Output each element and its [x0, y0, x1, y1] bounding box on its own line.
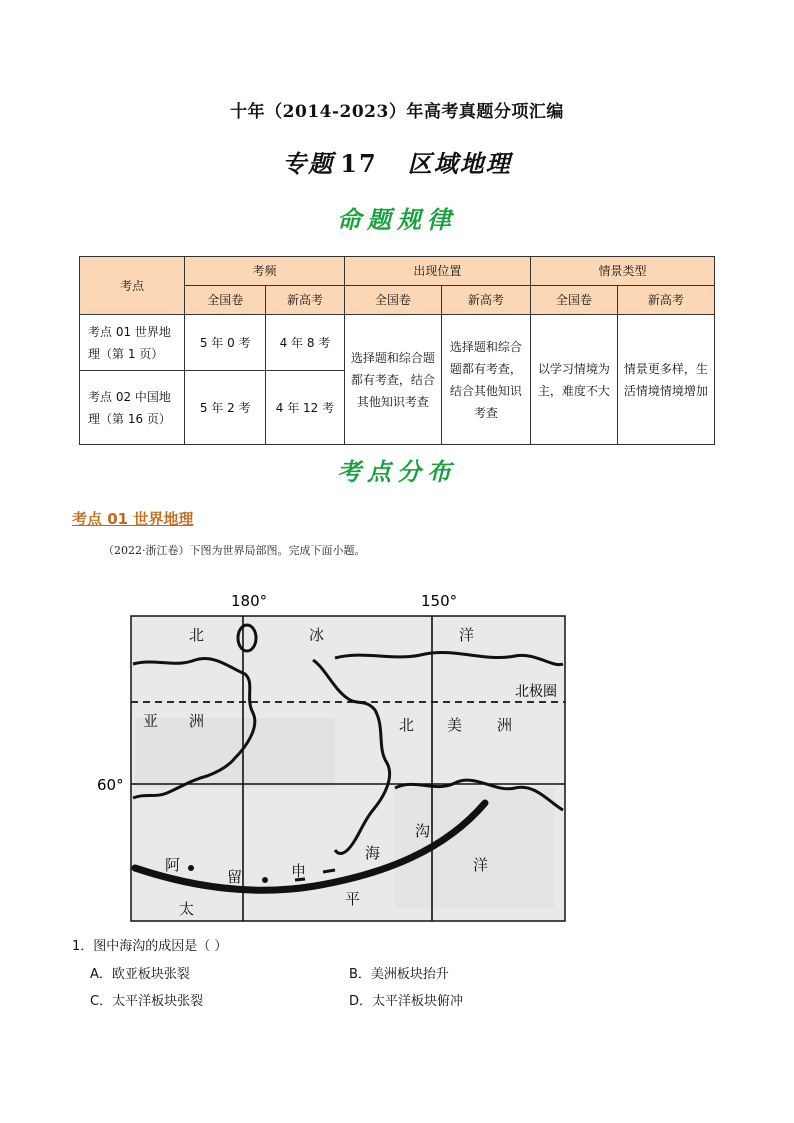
option-c[interactable]: C．太平洋板块张裂: [90, 994, 204, 1009]
label-liu: 留: [227, 868, 243, 886]
label-hai: 海: [365, 844, 381, 862]
label-yang2: 洋: [473, 856, 489, 874]
label-mei: 美: [447, 716, 463, 734]
label-zhou2: 洲: [497, 716, 513, 734]
question-stem: 1．图中海沟的成因是（ ）: [72, 939, 228, 954]
row-label-china: 考点 02 中国地理（第 16 页）: [80, 371, 185, 445]
label-180: 180°: [231, 592, 268, 610]
subheader-scn-national: 全国卷: [530, 286, 617, 315]
label-gou: 沟: [415, 822, 431, 840]
summary-table: [79, 256, 715, 445]
topic-name: 区域地理: [407, 149, 512, 178]
topic-title: [0, 144, 794, 179]
cell-position-national: 选择题和综合题都有考查，结合其他知识考查: [344, 315, 441, 445]
label-arctic-circle: 北极圈: [515, 684, 557, 700]
island-dash: [323, 870, 335, 872]
header-frequency: 考频: [185, 257, 345, 286]
island-dot: [188, 865, 194, 871]
option-b[interactable]: B．美洲板块抬升: [349, 967, 449, 982]
map-texture: [395, 788, 555, 908]
label-shen: 申: [291, 862, 307, 880]
question-intro: （2022·浙江卷）下图为世界局部图。完成下面小题。: [103, 544, 366, 557]
label-yang: 洋: [459, 626, 475, 644]
label-bing: 冰: [309, 626, 325, 644]
subheader-freq-new: 新高考: [266, 286, 345, 315]
label-a: 阿: [165, 856, 181, 874]
distribution-heading: 考点分布: [337, 457, 457, 486]
label-bei2: 北: [399, 716, 415, 734]
label-zhou: 洲: [189, 712, 205, 730]
section-heading: 考点 01 世界地理: [72, 510, 194, 528]
cell-freq-national: 5 年 0 考: [185, 315, 266, 371]
label-60: 60°: [97, 776, 124, 794]
topic-prefix: 专题: [282, 149, 335, 178]
document-title: 十年（2014-2023）年高考真题分项汇编: [230, 102, 564, 122]
subheader-pos-new: 新高考: [441, 286, 530, 315]
pattern-heading: 命题规律: [337, 205, 457, 234]
option-d[interactable]: D．太平洋板块俯冲: [349, 994, 464, 1009]
island-dot: [262, 877, 268, 883]
cell-freq-new: 4 年 12 考: [266, 371, 345, 445]
label-bei: 北: [189, 626, 205, 644]
cell-scenario-new: 情景更多样，生活情境情境增加: [617, 315, 714, 445]
map-texture: [135, 718, 335, 788]
cell-position-new: 选择题和综合题都有考查，结合其他知识考查: [441, 315, 530, 445]
row-label-world: 考点 01 世界地理（第 1 页）: [80, 315, 185, 371]
cell-freq-new: 4 年 8 考: [266, 315, 345, 371]
world-partial-map: [95, 588, 575, 928]
topic-number: 17: [340, 149, 378, 178]
header-scenario: 情景类型: [530, 257, 714, 286]
label-150: 150°: [421, 592, 458, 610]
label-ya: 亚: [143, 712, 159, 730]
subheader-pos-national: 全国卷: [344, 286, 441, 315]
cell-scenario-national: 以学习情境为主，难度不大: [530, 315, 617, 445]
cell-freq-national: 5 年 2 考: [185, 371, 266, 445]
header-position: 出现位置: [344, 257, 530, 286]
option-a[interactable]: A．欧亚板块张裂: [90, 967, 190, 982]
label-ping: 平: [345, 890, 361, 908]
subheader-scn-new: 新高考: [617, 286, 714, 315]
subheader-freq-national: 全国卷: [185, 286, 266, 315]
header-kaodian: 考点: [80, 257, 185, 315]
label-tai: 太: [179, 900, 195, 918]
